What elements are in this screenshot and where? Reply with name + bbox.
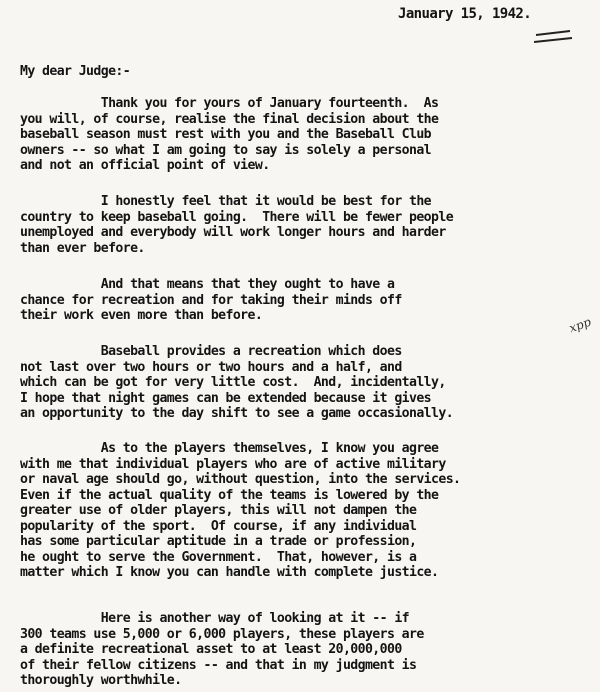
letter-line: their work even more than before. bbox=[20, 308, 263, 323]
salutation: My dear Judge:- bbox=[20, 64, 131, 79]
letter-line: baseball season must rest with you and the Baseball Club bbox=[20, 127, 432, 142]
letter-line: a definite recreational asset to at least 20,000,000 bbox=[20, 642, 402, 657]
letter-line: or naval age should go, without question, into the services. bbox=[20, 472, 461, 487]
letter-line: has some particular aptitude in a trade or profession, bbox=[20, 534, 417, 549]
letter-line: not last over two hours or two hours and a half, and bbox=[20, 359, 402, 375]
letter-line: than ever before. bbox=[20, 240, 145, 256]
letter-line: chance for recreation and for taking their minds off bbox=[20, 292, 402, 308]
letter-line: unemployed and everybody will work longer hours and harder bbox=[20, 225, 446, 240]
letter-line: As to the players themselves, I know you agree bbox=[20, 441, 439, 456]
letter-line: greater use of older players, this will not dampen the bbox=[20, 503, 417, 518]
letter-line: popularity of the sport. Of course, if any individual bbox=[20, 518, 417, 534]
letter-line: with me that individual players who are of active military bbox=[20, 456, 446, 472]
margin-annotation: xpp bbox=[567, 314, 593, 336]
letter-date: January 15, 1942. bbox=[398, 6, 532, 22]
letter-line: country to keep baseball going. There will be fewer people bbox=[20, 209, 454, 225]
letter-line: an opportunity to the day shift to see a game occasionally. bbox=[20, 406, 454, 421]
letter-line: and not an official point of view. bbox=[20, 158, 270, 173]
letter-line: And that means that they ought to have a bbox=[20, 277, 395, 292]
letter-line: of their fellow citizens -- and that in my judgment is bbox=[20, 657, 417, 673]
letter-line: Here is another way of looking at it -- if bbox=[20, 611, 409, 626]
letter-line: Baseball provides a recreation which does bbox=[20, 344, 402, 359]
letter-line: Even if the actual quality of the teams is lowered by the bbox=[20, 487, 439, 503]
letter-line: 300 teams use 5,000 or 6,000 players, these players are bbox=[20, 626, 424, 642]
letter-line: he ought to serve the Government. That, however, is a bbox=[20, 549, 417, 565]
letter-line: I honestly feel that it would be best for the bbox=[20, 194, 432, 209]
letter-line: you will, of course, realise the final decision about the bbox=[20, 111, 439, 127]
letter-line: Thank you for yours of January fourteenth. As bbox=[20, 96, 439, 111]
letter-line: which can be got for very little cost. And, incidentally, bbox=[20, 375, 446, 390]
letter-line: I hope that night games can be extended because it gives bbox=[20, 390, 432, 406]
letter-line: thoroughly worthwhile. bbox=[20, 673, 182, 688]
letter-line: owners -- so what I am going to say is solely a personal bbox=[20, 142, 432, 158]
pen-underline-mark bbox=[534, 27, 574, 49]
letter-line: matter which I know you can handle with complete justice. bbox=[20, 565, 439, 580]
